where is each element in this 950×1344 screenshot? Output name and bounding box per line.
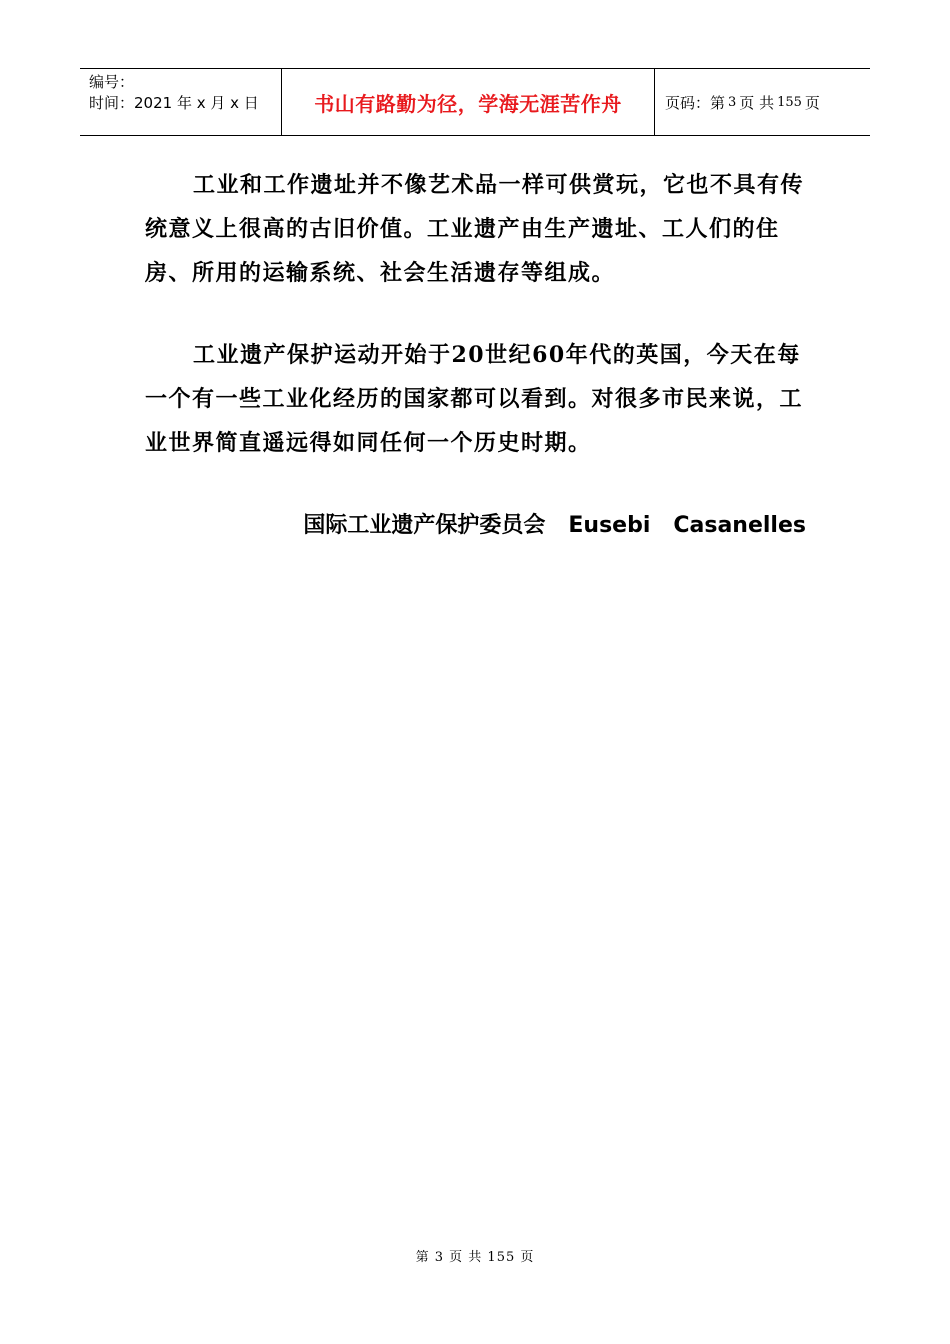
- date-label: 时间：2021 年 x 月 x 日: [89, 94, 259, 112]
- page-mid: 页 共: [739, 93, 775, 112]
- header-meta-cell: [80, 69, 282, 135]
- page-prefix: 页码：第: [665, 93, 726, 112]
- document-header: [80, 68, 870, 136]
- page-suffix: 页: [804, 93, 820, 112]
- motto-text: 书山有路勤为径，学海无涯苦作舟: [314, 91, 622, 116]
- page-current: 3: [728, 94, 737, 110]
- signature-line: 国际工业遗产保护委员会 Eusebi Casanelles: [303, 513, 806, 538]
- page-footer: 第 3 页 共 155 页: [415, 1250, 535, 1265]
- header-motto-cell: [282, 69, 655, 135]
- number-label: 编号：: [89, 73, 135, 91]
- header-page-cell: [655, 69, 870, 135]
- body-paragraph-1: 工业和工作遗址并不像艺术品一样可供赏玩，它也不具有传统意义上很高的古旧价值。工业遗产由生产遗址、工人们的住房、所用的运输系统、社会生活遗存等组成。: [145, 172, 805, 286]
- page-total: 155: [777, 94, 802, 110]
- body-paragraph-2: 工业遗产保护运动开始于20世纪60年代的英国，今天在每一个有一些工业化经历的国家都可以看到。对很多市民来说，工业世界简直遥远得如同任何一个历史时期。: [145, 342, 804, 456]
